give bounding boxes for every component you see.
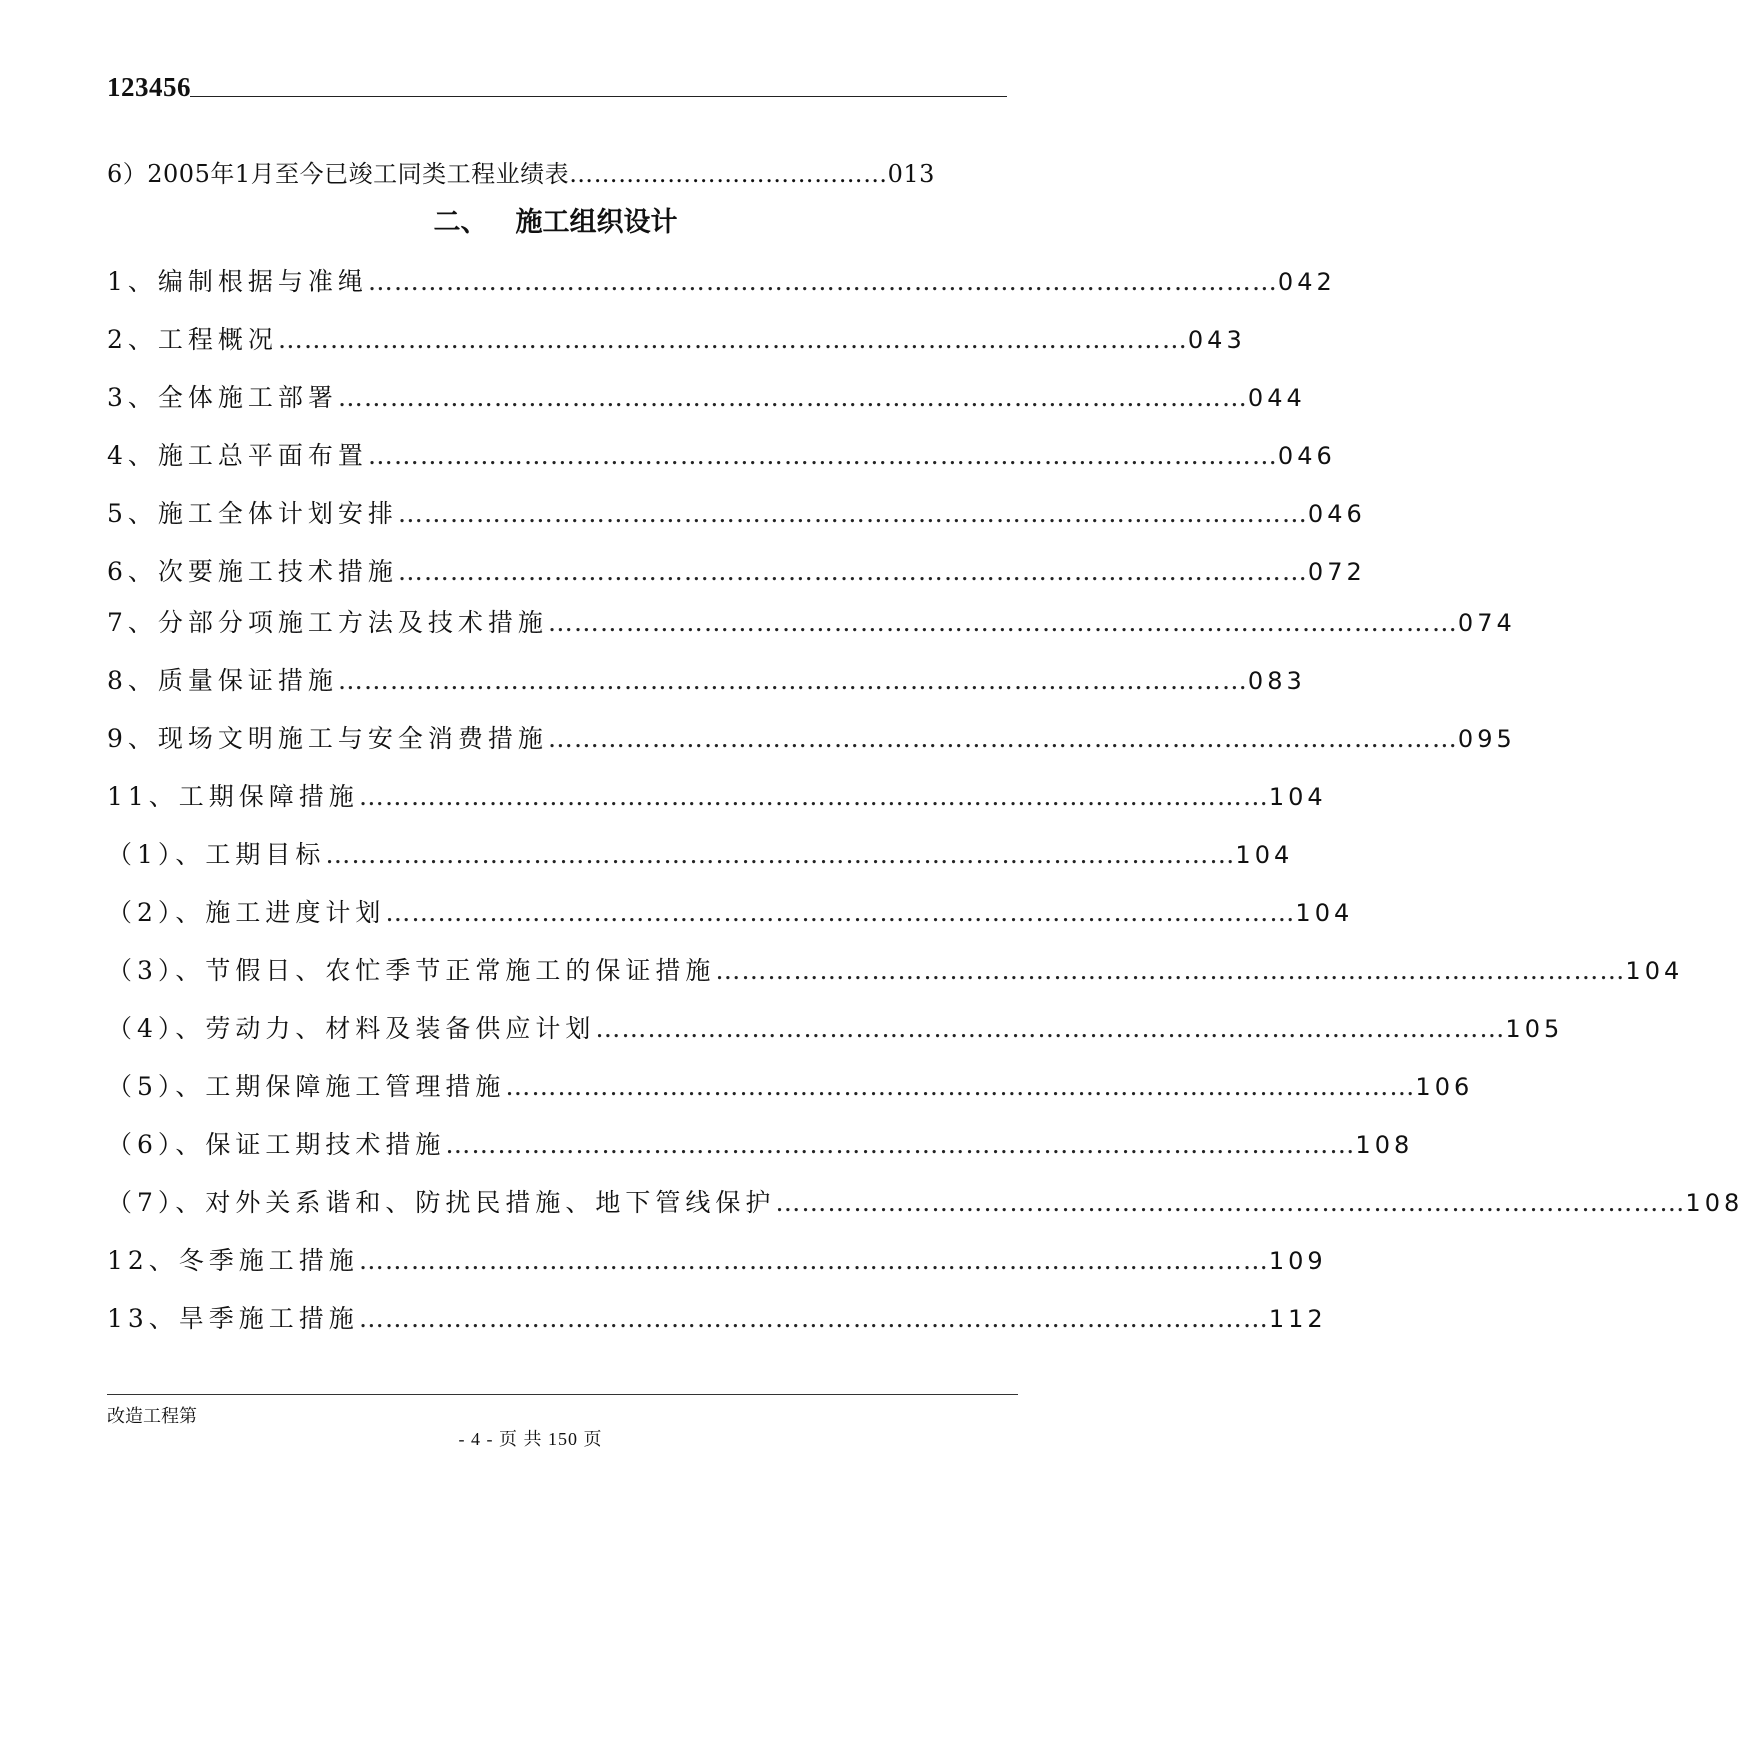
leader-dots: …………………………………………………………………………………………… [397,499,1308,528]
toc-entry[interactable] [107,1299,1327,1335]
leader-dots: …………………………………………………………………………………………… [505,1072,1416,1101]
toc-entry-label: （6）、保证工期技术措施 [107,1130,446,1159]
toc-entry-label: 9、现场文明施工与安全消费措施 [107,724,548,753]
leader-dots: …………………………………………………………………………………………… [337,666,1248,695]
leader-dots: …………………………………………………………………………………………… [277,325,1188,354]
leader-dots: …………………………………………………………………………………………… [325,840,1236,869]
toc-entry[interactable] [107,1009,1564,1045]
leader-dots: …………………………………………………………………………………………… [358,782,1269,811]
toc-entry[interactable] [107,1241,1327,1277]
toc-entry-page: 108 [1355,1131,1414,1159]
toc-entry[interactable] [107,777,1327,813]
toc-entry[interactable] [107,378,1306,414]
leader-dots: …………………………………………………………………………………………… [367,441,1278,470]
section-number: 二、 [433,207,488,238]
leader-dots: …………………………………………………………………………………………… [358,1304,1269,1333]
leader-dots: …………………………………………………………………………………………… [337,383,1248,412]
toc-entry[interactable] [107,835,1294,871]
leader-dots: …………………………………………………………………………………………… [397,557,1308,586]
leader-dots: …………………………………………………………………………………………… [358,1246,1269,1275]
leader-dots: …………………………………………………………………………………………… [367,267,1278,296]
leader-dots: …………………………………………………………………………………………… [445,1130,1356,1159]
toc-entry-page: 083 [1247,667,1306,695]
toc-entry-page: 042 [1277,268,1336,296]
toc-entry[interactable] [107,320,1246,356]
toc-entry-label: （3）、节假日、农忙季节正常施工的保证措施 [107,956,716,985]
toc-entry[interactable] [107,1125,1414,1161]
toc-entry[interactable] [107,1183,1743,1219]
toc-entry-page: 108 [1685,1189,1743,1217]
footer-rule [107,1394,1018,1395]
sub-entry-page: 013 [887,160,935,188]
sub-entry-label: 6）2005年1月至今已竣工同类工程业绩表 [107,160,570,188]
toc-entry-label: 4、施工总平面布置 [107,441,368,470]
leader-dots: …………………………………………………………………………………………… [715,956,1626,985]
toc-entry-label: 1、编制根据与准绳 [107,267,368,296]
toc-entry-page: 106 [1415,1073,1474,1101]
toc-entry-page: 109 [1268,1247,1327,1275]
toc-entry[interactable] [107,951,1684,987]
toc-entry[interactable] [107,552,1366,588]
leader-dots: …………………………………………………………………………………………… [775,1188,1686,1217]
toc-entry-label: （5）、工期保障施工管理措施 [107,1072,506,1101]
toc-entry-label: 13、旱季施工措施 [107,1304,359,1333]
toc-entry-page: 095 [1457,725,1516,753]
toc-entry-label: 3、全体施工部署 [107,383,338,412]
toc-entry-page: 104 [1295,899,1354,927]
toc-entry-page: 072 [1307,558,1366,586]
header-rule [190,96,1007,97]
toc-entry-label: 7、分部分项施工方法及技术措施 [107,608,548,637]
leader-dots: …………………………………………………………………………………………… [547,608,1458,637]
toc-entry-label: 2、工程概况 [107,325,278,354]
toc-entry-page: 044 [1247,384,1306,412]
toc-entry-label: 11、工期保障措施 [107,782,359,811]
toc-entry-page: 046 [1307,500,1366,528]
toc-entry[interactable] [107,262,1336,298]
toc-entry-label: （1）、工期目标 [107,840,326,869]
toc-entry-page: 074 [1457,609,1516,637]
toc-entry-label: （2）、施工进度计划 [107,898,386,927]
toc-entry-page: 104 [1268,783,1327,811]
leader-dots: …………………………………………………………………………………………… [385,898,1296,927]
footer-project-text: 改造工程第 [107,1406,197,1426]
toc-entry-page: 046 [1277,442,1336,470]
toc-entry-page: 043 [1187,326,1246,354]
sub-entry [107,154,967,189]
toc-entry-label: （4）、劳动力、材料及装备供应计划 [107,1014,596,1043]
toc-entry[interactable] [107,719,1516,755]
toc-entry-page: 104 [1235,841,1294,869]
footer-page-number: - 4 - 页 共 150 页 [458,1429,603,1449]
toc-entry-label: （7）、对外关系谐和、防扰民措施、地下管线保护 [107,1188,776,1217]
toc-entry[interactable] [107,603,1516,639]
leader-dots: …………………………………………………………………………………………… [595,1014,1506,1043]
leader-dots: ………………………………… [569,160,888,188]
section-title [0,200,1111,239]
section-title-text: 施工组织设计 [515,207,678,238]
toc-entry-page: 112 [1268,1305,1327,1333]
toc-entry[interactable] [107,494,1366,530]
toc-entry-label: 8、质量保证措施 [107,666,338,695]
toc-entry-label: 5、施工全体计划安排 [107,499,398,528]
toc-entry-label: 12、冬季施工措施 [107,1246,359,1275]
toc-entry-label: 6、次要施工技术措施 [107,557,398,586]
toc-entry[interactable] [107,436,1336,472]
toc-entry[interactable] [107,1067,1474,1103]
toc-entry[interactable] [107,661,1306,697]
header-code: 123456 [107,72,191,102]
toc-entry[interactable] [107,893,1354,929]
toc-entry-page: 105 [1505,1015,1564,1043]
leader-dots: …………………………………………………………………………………………… [547,724,1458,753]
toc-entry-page: 104 [1625,957,1684,985]
